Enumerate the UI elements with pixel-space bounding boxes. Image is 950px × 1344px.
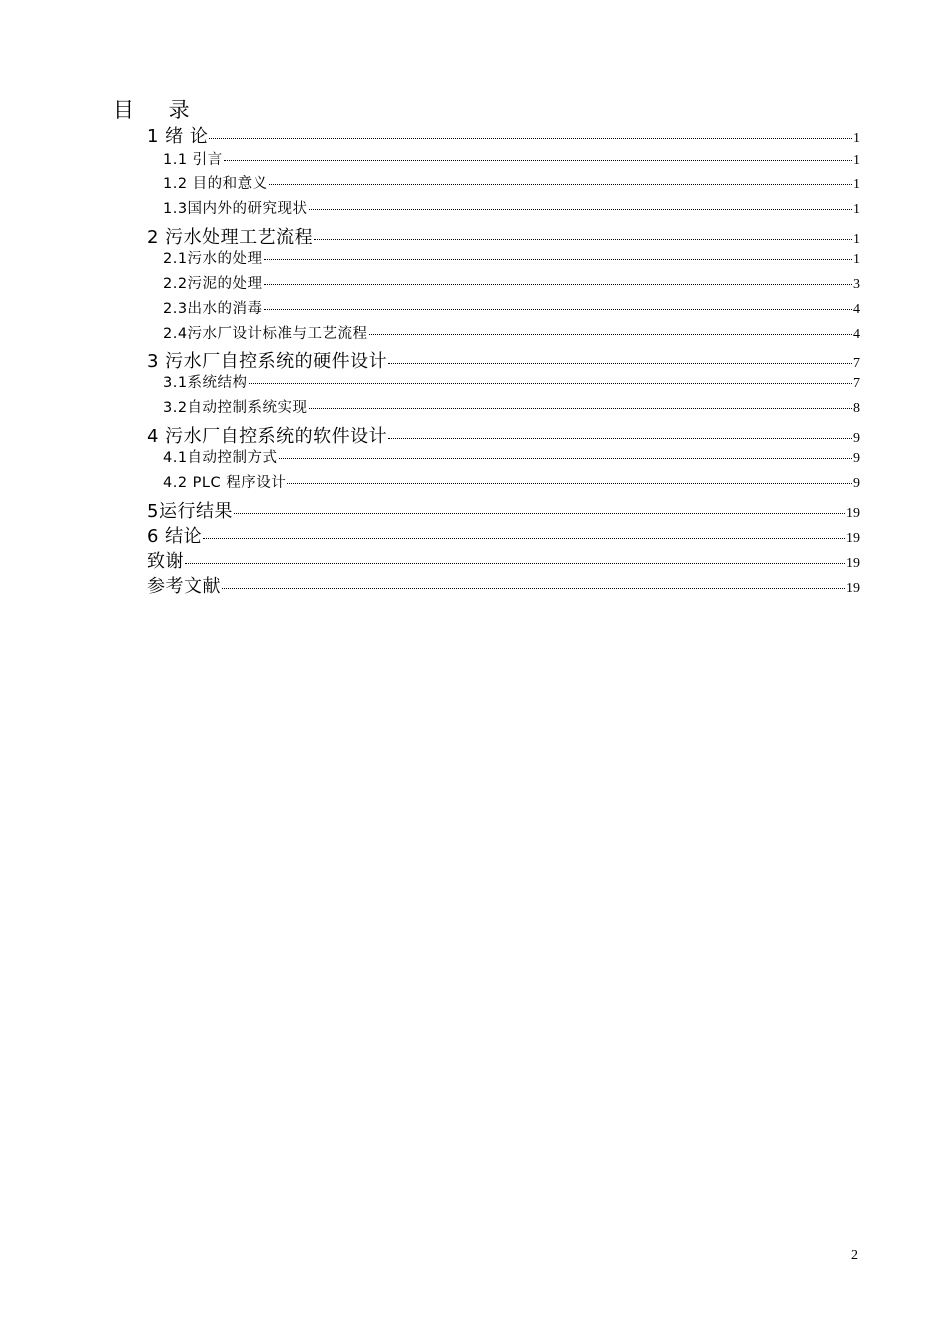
toc-dot-leader bbox=[314, 239, 852, 240]
toc-dot-leader bbox=[388, 363, 852, 364]
toc-entry-page: 1 bbox=[853, 232, 860, 247]
toc-entry-label: 致谢 bbox=[147, 551, 184, 572]
toc-entry[interactable] bbox=[147, 422, 860, 448]
toc-entry[interactable] bbox=[163, 297, 860, 318]
toc-dot-leader bbox=[264, 259, 852, 260]
toc-entry-label: 2 污水处理工艺流程 bbox=[147, 227, 314, 248]
toc-entry-label: 4.2 PLC 程序设计 bbox=[163, 475, 287, 491]
toc-dot-leader bbox=[269, 184, 852, 185]
toc-entry-label: 2.1污水的处理 bbox=[163, 251, 263, 267]
toc-entry-page: 19 bbox=[846, 506, 860, 521]
toc-dot-leader bbox=[309, 209, 852, 210]
toc-entry[interactable] bbox=[163, 172, 860, 193]
toc-entry[interactable] bbox=[163, 446, 860, 467]
toc-entry[interactable] bbox=[163, 371, 860, 392]
toc-dot-leader bbox=[369, 334, 852, 335]
toc-dot-leader bbox=[388, 438, 852, 439]
toc-entry-label: 参考文献 bbox=[147, 576, 221, 597]
toc-entry[interactable] bbox=[147, 547, 860, 573]
toc-entry[interactable] bbox=[147, 347, 860, 373]
toc-entry-label: 1.2 目的和意义 bbox=[163, 176, 268, 192]
toc-entry-page: 1 bbox=[853, 202, 860, 217]
toc-dot-leader bbox=[224, 160, 852, 161]
toc-entry-label: 4 污水厂自控系统的软件设计 bbox=[147, 426, 388, 447]
toc-entry[interactable] bbox=[147, 223, 860, 249]
toc-entry-page: 3 bbox=[853, 277, 860, 292]
toc-entry-page: 9 bbox=[853, 431, 860, 446]
toc-entry-page: 19 bbox=[846, 556, 860, 571]
toc-entry-page: 1 bbox=[853, 177, 860, 192]
toc-entry[interactable] bbox=[147, 122, 860, 148]
toc-entry[interactable] bbox=[163, 322, 860, 343]
toc-entry[interactable] bbox=[147, 522, 860, 548]
toc-dot-leader bbox=[185, 563, 845, 564]
toc-entry[interactable] bbox=[147, 572, 860, 598]
toc-dot-leader bbox=[222, 588, 845, 589]
toc-entry[interactable] bbox=[163, 396, 860, 417]
toc-entry-page: 1 bbox=[853, 153, 860, 168]
toc-entry-label: 3.2自动控制系统实现 bbox=[163, 400, 308, 416]
toc-entry[interactable] bbox=[163, 148, 860, 169]
toc-dot-leader bbox=[309, 408, 852, 409]
toc-entry-page: 19 bbox=[846, 531, 860, 546]
toc-entry-label: 6 结论 bbox=[147, 526, 203, 547]
toc-entry-label: 1.3国内外的研究现状 bbox=[163, 201, 308, 217]
toc-entry-page: 4 bbox=[853, 327, 860, 342]
toc-entry[interactable] bbox=[163, 272, 860, 293]
toc-entry-label: 1 绪 论 bbox=[147, 126, 209, 147]
toc-entry-page: 1 bbox=[853, 131, 860, 146]
toc-entry-page: 19 bbox=[846, 581, 860, 596]
toc-entry-page: 4 bbox=[853, 302, 860, 317]
toc-entry-label: 3 污水厂自控系统的硬件设计 bbox=[147, 351, 388, 372]
toc-entry[interactable] bbox=[163, 247, 860, 268]
toc-entry-label: 2.3出水的消毒 bbox=[163, 301, 263, 317]
toc-entry-label: 3.1系统结构 bbox=[163, 375, 248, 391]
toc-entry-page: 7 bbox=[853, 376, 860, 391]
toc-entry-label: 2.4污水厂设计标准与工艺流程 bbox=[163, 326, 368, 342]
toc-entry-page: 9 bbox=[853, 476, 860, 491]
toc-dot-leader bbox=[249, 383, 852, 384]
toc-dot-leader bbox=[279, 458, 852, 459]
toc-dot-leader bbox=[234, 513, 845, 514]
toc-entry-page: 1 bbox=[853, 252, 860, 267]
toc-entry-page: 8 bbox=[853, 401, 860, 416]
toc-entry[interactable] bbox=[163, 471, 860, 492]
toc-entry-label: 2.2污泥的处理 bbox=[163, 276, 263, 292]
toc-title: 目 录 bbox=[113, 98, 204, 122]
toc-dot-leader bbox=[203, 538, 845, 539]
toc-entry-label: 1.1 引言 bbox=[163, 152, 223, 168]
toc-entry-page: 7 bbox=[853, 356, 860, 371]
toc-entry[interactable] bbox=[163, 197, 860, 218]
toc-entry-label: 5运行结果 bbox=[147, 501, 233, 522]
toc-entry[interactable] bbox=[147, 497, 860, 523]
toc-dot-leader bbox=[287, 483, 852, 484]
toc-dot-leader bbox=[264, 309, 852, 310]
toc-dot-leader bbox=[264, 284, 852, 285]
toc-entry-label: 4.1自动控制方式 bbox=[163, 450, 278, 466]
toc-dot-leader bbox=[209, 138, 852, 139]
toc-entry-page: 9 bbox=[853, 451, 860, 466]
page-number: 2 bbox=[851, 1248, 858, 1263]
